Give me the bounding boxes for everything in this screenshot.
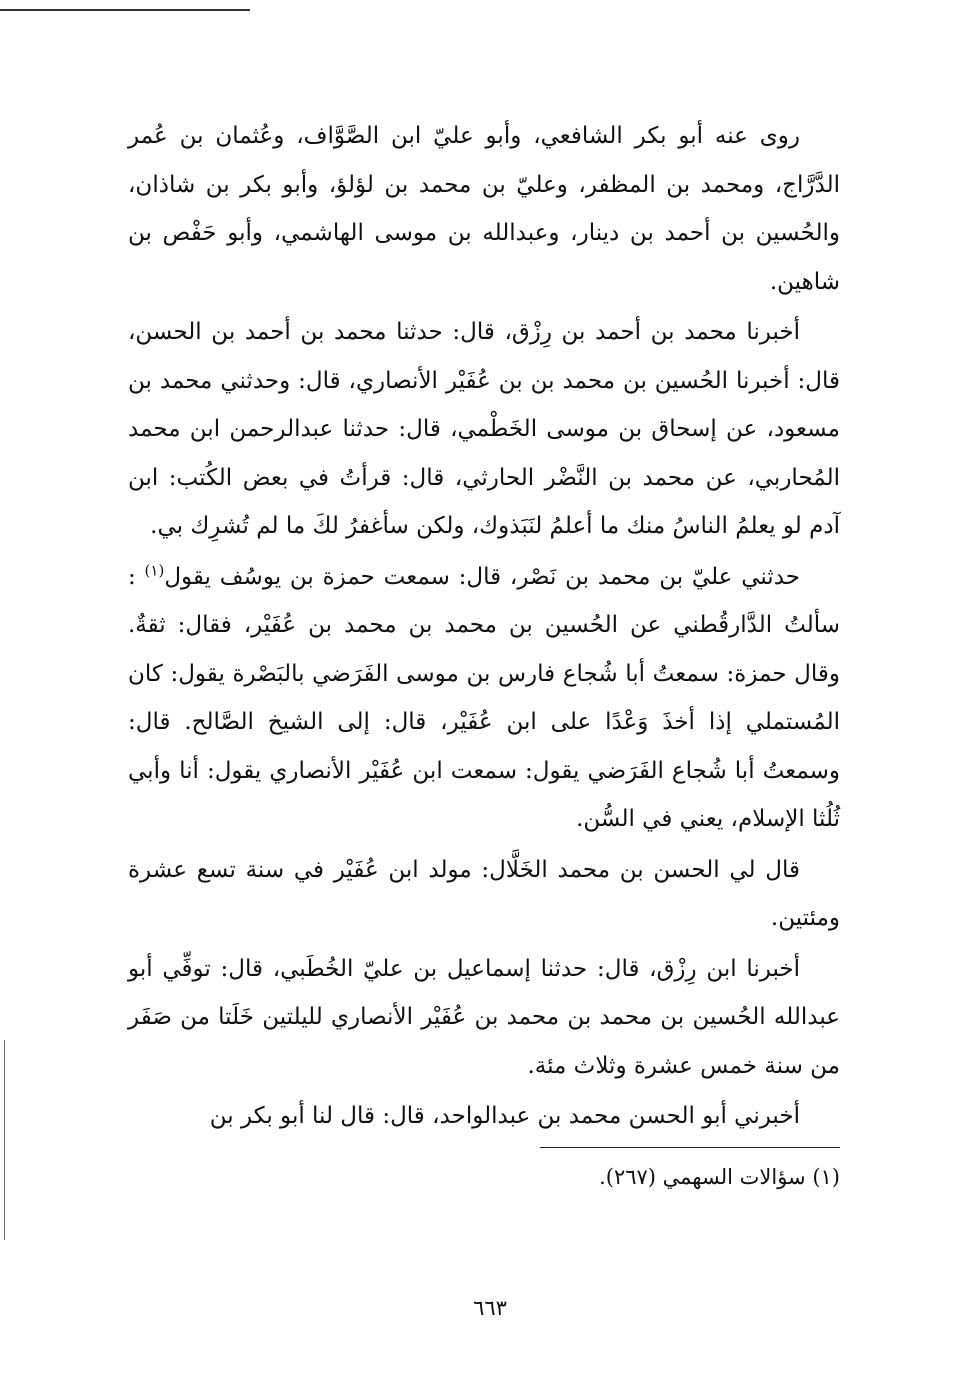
paragraph-ibn-rizq-report: أخبرنا محمد بن أحمد بن رِزْق، قال: حدثنا محمد بن أحمد بن الحسن، قال: أخبرنا الحُسين بن محمد بن بن عُفَيْر الأنصاري، قال: وحدثني محمد بن مسعود، عن إسحاق بن موسى الخَطْمي، قال: حدثنا عبدالرحمن ابن محمد المُحاربي، عن محمد بن النَّضْر الحارثي، قال: قرأتُ في بعض الكُتب: ابن آدم لو يعلمُ الناسُ منك ما أعلمُ لنَبَذوك، ولكن سأغفرُ لكَ ما لم تُشرِك بي.: [128, 319, 840, 539]
footnote: (١) سؤالات السهمي (٢٦٧).: [599, 1164, 840, 1189]
footnote-marker[interactable]: (١): [144, 560, 165, 579]
paragraph-hamza-lead: حدثني عليّ بن محمد بن نَصْر، قال: سمعت حمزة بن يوسُف يقول: [164, 563, 801, 590]
footnote-rule: [540, 1147, 840, 1148]
paragraph-birth-date: قال لي الحسن بن محمد الخَلَّال: مولد ابن عُفَيْر في سنة تسع عشرة ومئتين.: [128, 856, 840, 931]
paragraph-hamza-report: [128, 553, 840, 844]
paragraph-abu-al-hasan: أخبرني أبو الحسن محمد بن عبدالواحد، قال: قال لنا أبو بكر بن: [209, 1103, 800, 1129]
side-rule: [4, 1040, 5, 1240]
paragraph-narrators: روى عنه أبو بكر الشافعي، وأبو عليّ ابن الصَّوَّاف، وعُثمان بن عُمر الدَّرَّاج، ومحمد بن المظفر، وعليّ بن محمد بن لؤلؤ، وأبو بكر بن شاذان، والحُسين بن أحمد بن دينار، وعبدالله بن موسى الهاشمي، وأبو حَفْص بن شاهين.: [128, 123, 840, 295]
top-rule: [0, 9, 250, 11]
page-number: ٦٦٣: [473, 1296, 507, 1320]
paragraph-death-date: أخبرنا ابن رِزْق، قال: حدثنا إسماعيل بن عليّ الخُطَبي، قال: توفِّي أبو عبدالله الحُسين بن محمد بن محمد بن عُفَيْر الأنصاري لليلتين خَلَتا من صَفَر من سنة خمس عشرة وثلاث مئة.: [128, 955, 840, 1079]
page-body: [128, 112, 840, 1192]
paragraph-hamza-rest: : سألتُ الدَّارقُطني عن الحُسين بن محمد بن محمد بن عُفَيْر، فقال: ثقةٌ. وقال حمزة: سمعتُ أبا شُجاع فارس بن موسى الفَرَضي بالبَصْرة يقول: كان المُستملي إذا أخذَ وَعْدًا على ابن عُفَيْر، قال: إلى الشيخ الصَّالح. قال: وسمعتُ أبا شُجاع الفَرَضي يقول: سمعت ابن عُفَيْر الأنصاري يقول: أنا وأبي ثُلُثا الإسلام، يعني في السُّن.: [128, 563, 840, 832]
